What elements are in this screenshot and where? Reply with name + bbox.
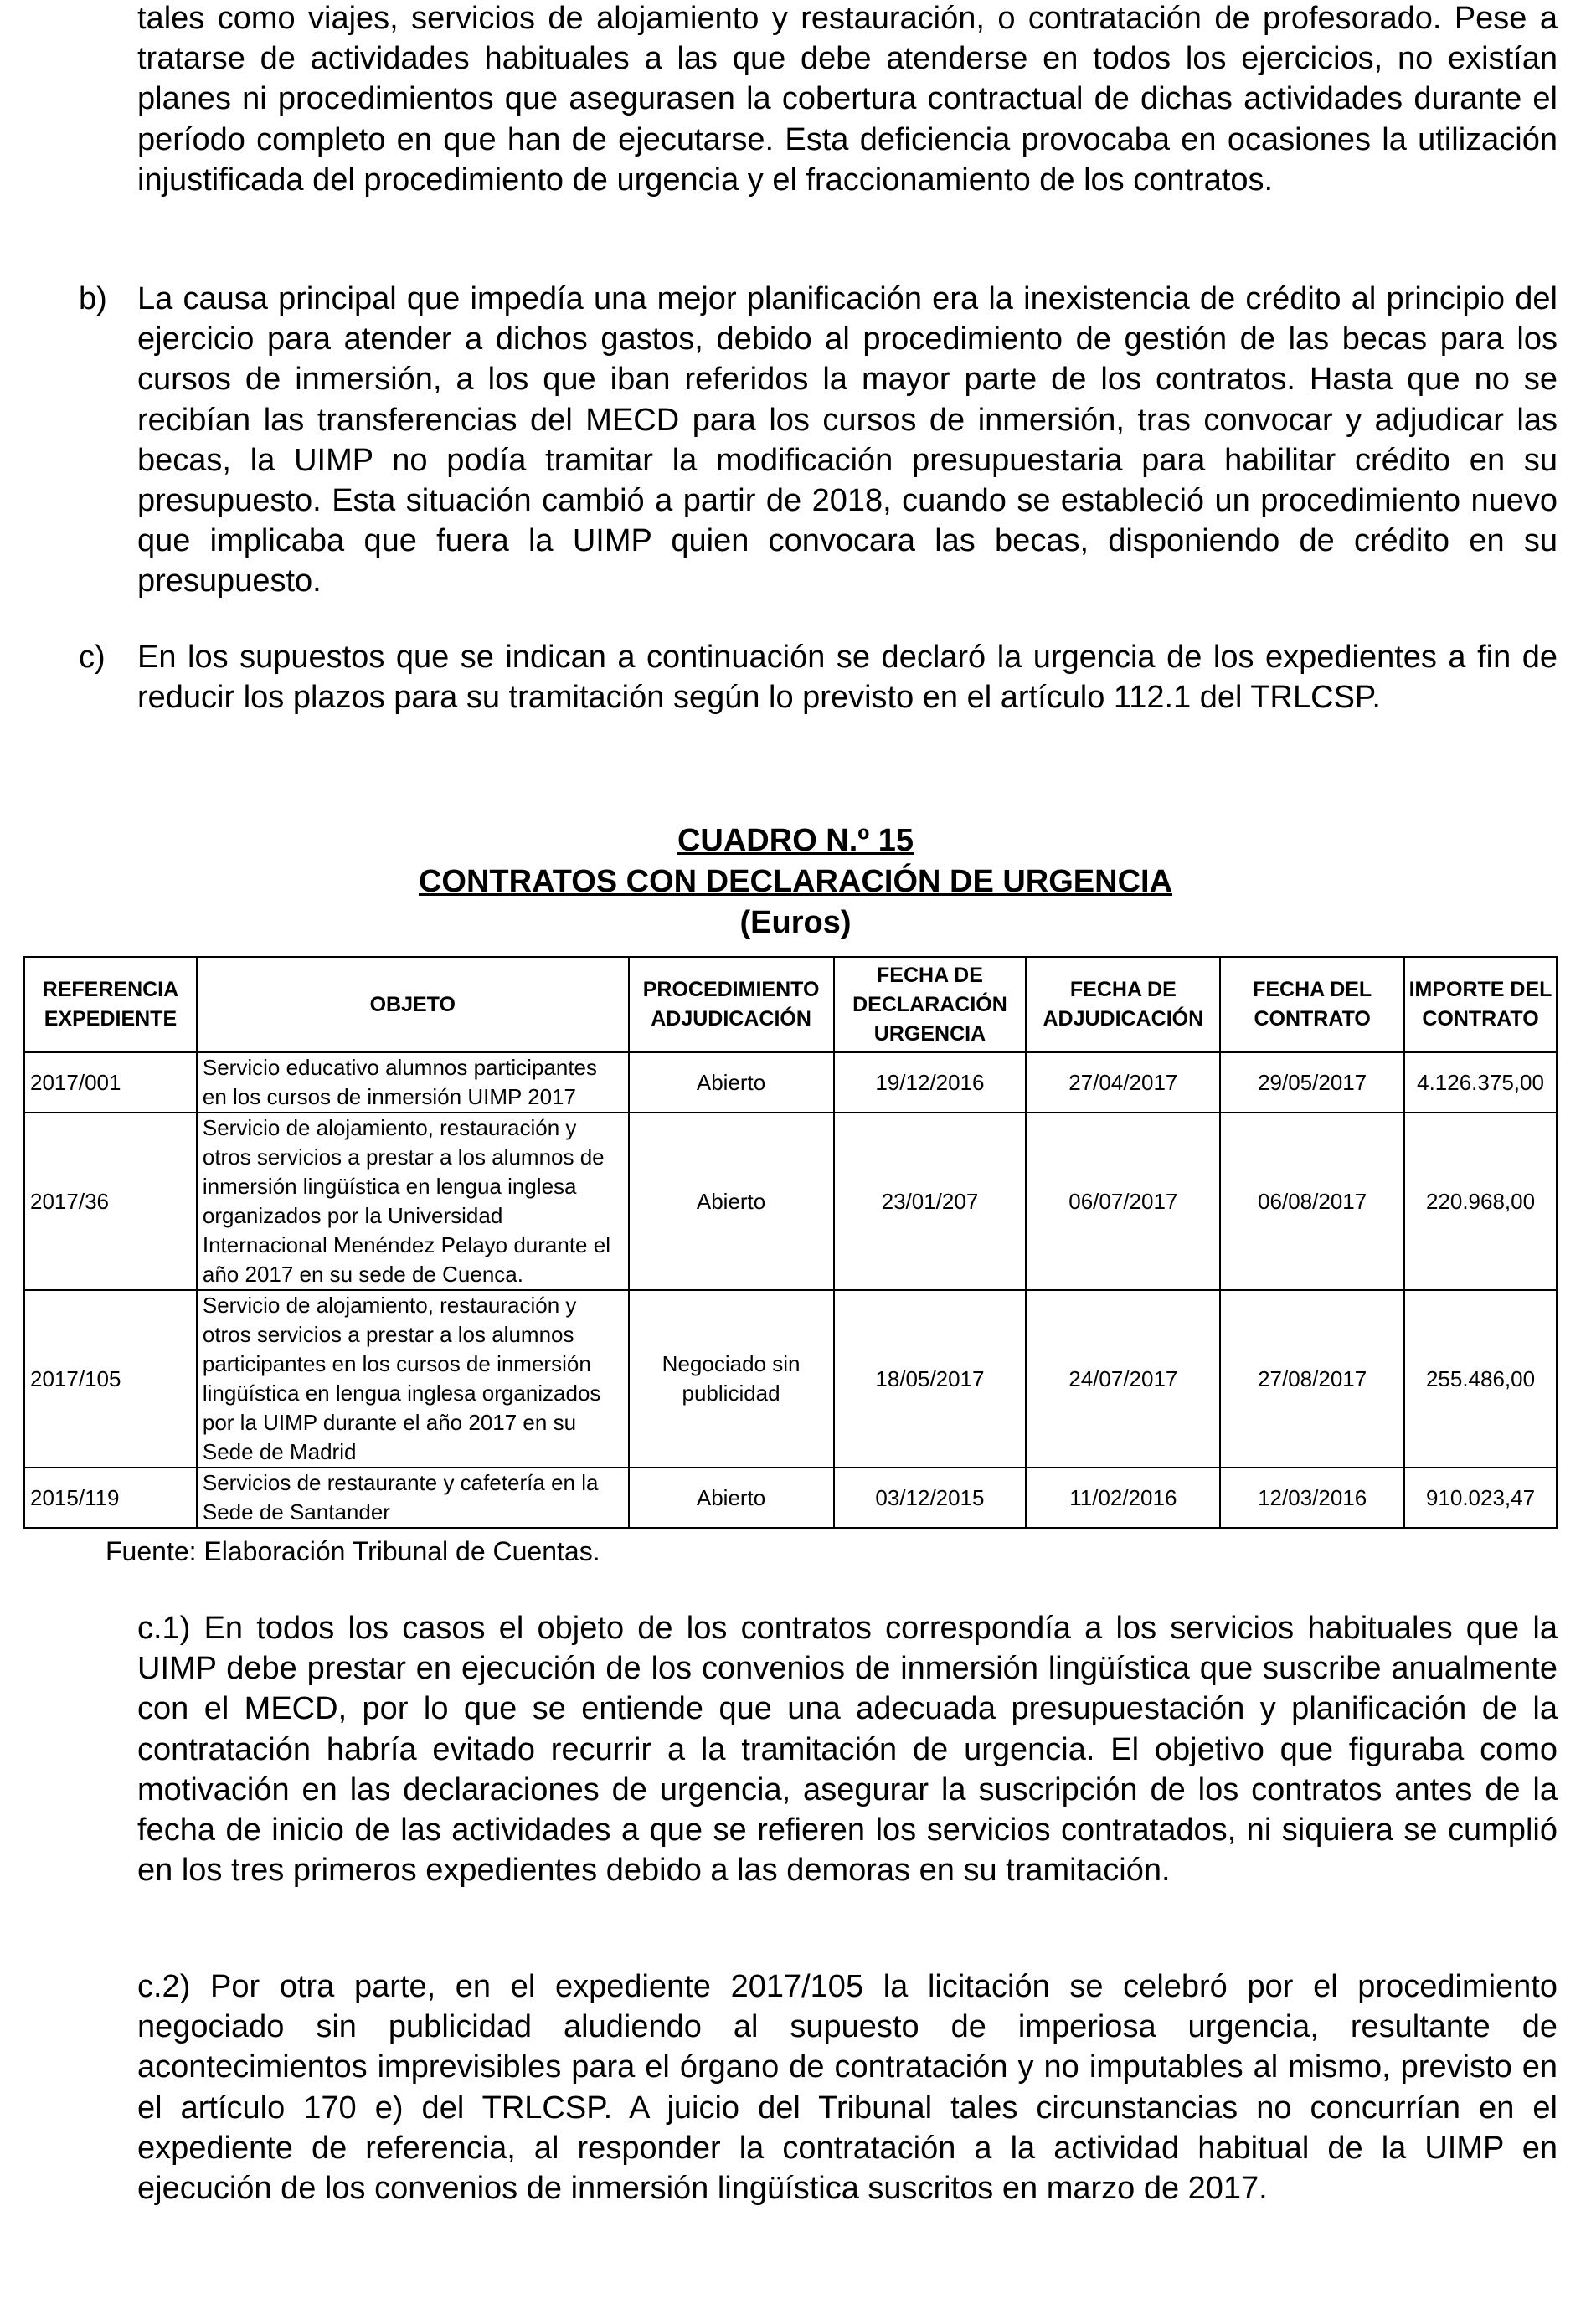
header-fecha-declaracion: FECHA DE DECLARACIÓN URGENCIA <box>834 957 1027 1052</box>
cell-fecha-declaracion: 19/12/2016 <box>834 1052 1027 1113</box>
cell-fecha-adjudicacion: 24/07/2017 <box>1026 1290 1220 1468</box>
item-b-paragraph: La causa principal que impedía una mejor planificación era la inexistencia de crédito al principio del ejercicio para atender a dichos gastos, debido al procedimiento de gestión de las becas para los cursos de inmersión, a los que iban referidos la mayor parte de los contratos. Hasta que no se recibían las transferencias del MECD para los cursos de inmersión, tras convocar y adjudicar las becas, la UIMP no podía tramitar la modificación presupuestaria para habilitar crédito en su presupuesto. Esta situación cambió a partir de 2018, cuando se estableció un procedimiento nuevo que implicaba que fuera la UIMP quien convocara las becas, disponiendo de crédito en su presupuesto. <box>137 281 1558 599</box>
header-fecha-contrato: FECHA DEL CONTRATO <box>1220 957 1404 1052</box>
table-row <box>24 1468 1557 1528</box>
item-c1-paragraph: c.1) En todos los casos el objeto de los contratos correspondía a los servicios habituales que la UIMP debe prestar en ejecución de los convenios de inmersión lingüística que suscribe anualmente con el MECD, por lo que se entiende que una adecuada presupuestación y planificación de la contratación habría evitado recurrir a la tramitación de urgencia. El objetivo que figuraba como motivación en las declaraciones de urgencia, asegurar la suscripción de los contratos antes de la fecha de inicio de las actividades a que se refieren los servicios contratados, ni siquiera se cumplió en los tres primeros expedientes debido a las demoras en su tramitación. <box>137 1611 1558 1889</box>
cell-fecha-adjudicacion: 06/07/2017 <box>1026 1113 1220 1290</box>
cell-procedimiento: Abierto <box>629 1052 834 1113</box>
table-title-name: CONTRATOS CON DECLARACIÓN DE URGENCIA <box>418 864 1173 899</box>
cell-fecha-adjudicacion: 11/02/2016 <box>1026 1468 1220 1528</box>
cell-fecha-declaracion: 18/05/2017 <box>834 1290 1027 1468</box>
cell-objeto: Servicio de alojamiento, restauración y otros servicios a prestar a los alumnos participantes en los cursos de inmersión lingüística en lengua inglesa organizados por la UIMP durante el año 2017 en su Sede de Madrid <box>197 1290 629 1468</box>
table-row <box>24 1052 1557 1113</box>
cell-objeto: Servicios de restaurante y cafetería en la Sede de Santander <box>197 1468 629 1528</box>
urgency-contracts-table <box>23 956 1558 1529</box>
table-title-number: CUADRO N.º 15 <box>677 823 914 858</box>
table-title <box>0 820 1591 943</box>
table-header-row <box>24 957 1557 1052</box>
cell-importe: 4.126.375,00 <box>1404 1052 1557 1113</box>
cell-fecha-declaracion: 03/12/2015 <box>834 1468 1027 1528</box>
table-row <box>24 1290 1557 1468</box>
cell-fecha-contrato: 29/05/2017 <box>1220 1052 1404 1113</box>
header-objeto: OBJETO <box>197 957 629 1052</box>
cell-objeto: Servicio de alojamiento, restauración y otros servicios a prestar a los alumnos de inmersión lingüística en lengua inglesa organizados por la Universidad Internacional Menéndez Pelayo durante el año 2017 en su sede de Cuenca. <box>197 1113 629 1290</box>
cell-referencia: 2017/36 <box>24 1113 197 1290</box>
item-b-label: b) <box>79 281 107 316</box>
item-c2-paragraph: c.2) Por otra parte, en el expediente 2017/105 la licitación se celebró por el procedimiento negociado sin publicidad aludiendo al supuesto de imperiosa urgencia, resultante de acontecimientos imprevisibles para el órgano de contratación y no imputables al mismo, previsto en el artículo 170 e) del TRLCSP. A juicio del Tribunal tales circunstancias no concurrían en el expediente de referencia, al responder la contratación a la actividad habitual de la UIMP en ejecución de los convenios de inmersión lingüística suscritos en marzo de 2017. <box>137 1969 1558 2207</box>
cell-importe: 255.486,00 <box>1404 1290 1557 1468</box>
cell-importe: 910.023,47 <box>1404 1468 1557 1528</box>
cell-objeto: Servicio educativo alumnos participantes en los cursos de inmersión UIMP 2017 <box>197 1052 629 1113</box>
cell-referencia: 2017/105 <box>24 1290 197 1468</box>
intro-paragraph: tales como viajes, servicios de alojamiento y restauración, o contratación de profesorado. Pese a tratarse de actividades habituales a las que debe atenderse en todos los ejercicios, no existían planes ni procedimientos que asegurasen la cobertura contractual de dichas actividades durante el período completo en que han de ejecutarse. Esta deficiencia provocaba en ocasiones la utilización injustificada del procedimiento de urgencia y el fraccionamiento de los contratos. <box>137 1 1558 198</box>
item-c-label: c) <box>79 640 106 675</box>
cell-procedimiento: Negociado sin publicidad <box>629 1290 834 1468</box>
cell-procedimiento: Abierto <box>629 1113 834 1290</box>
item-c-paragraph: En los supuestos que se indican a continuación se declaró la urgencia de los expedientes a fin de reducir los plazos para su tramitación según lo previsto en el artículo 112.1 del TRLCSP. <box>137 640 1558 716</box>
header-importe: IMPORTE DEL CONTRATO <box>1404 957 1557 1052</box>
header-procedimiento: PROCEDIMIENTO ADJUDICACIÓN <box>629 957 834 1052</box>
cell-fecha-contrato: 12/03/2016 <box>1220 1468 1404 1528</box>
table-title-units: (Euros) <box>739 905 852 940</box>
cell-fecha-adjudicacion: 27/04/2017 <box>1026 1052 1220 1113</box>
cell-procedimiento: Abierto <box>629 1468 834 1528</box>
header-fecha-adjudicacion: FECHA DE ADJUDICACIÓN <box>1026 957 1220 1052</box>
cell-referencia: 2015/119 <box>24 1468 197 1528</box>
cell-fecha-declaracion: 23/01/207 <box>834 1113 1027 1290</box>
cell-referencia: 2017/001 <box>24 1052 197 1113</box>
header-referencia: REFERENCIA EXPEDIENTE <box>24 957 197 1052</box>
table-row <box>24 1113 1557 1290</box>
source-note: Fuente: Elaboración Tribunal de Cuentas. <box>106 1536 600 1566</box>
cell-importe: 220.968,00 <box>1404 1113 1557 1290</box>
cell-fecha-contrato: 27/08/2017 <box>1220 1290 1404 1468</box>
cell-fecha-contrato: 06/08/2017 <box>1220 1113 1404 1290</box>
